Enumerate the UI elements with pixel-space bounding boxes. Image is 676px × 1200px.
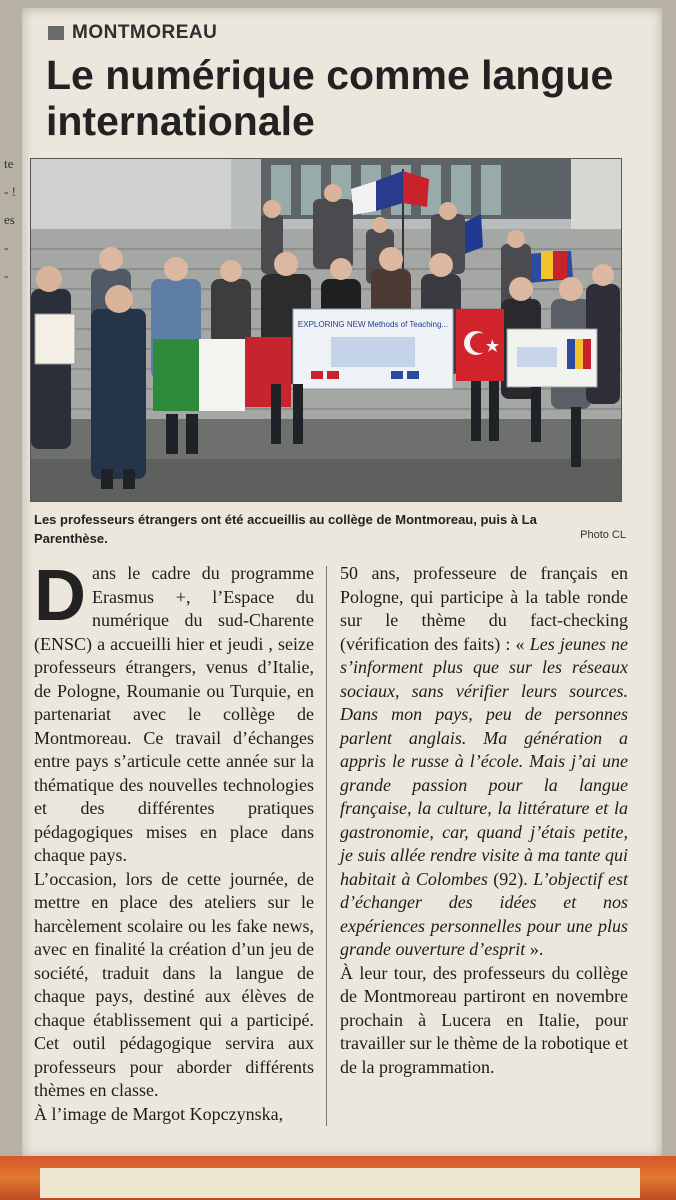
next-article-background [40, 1168, 640, 1198]
next-article-strip [0, 1156, 676, 1200]
column-divider [326, 566, 327, 1126]
photo-credit: Photo CL [580, 529, 626, 541]
article-paragraph-3: À l’image de Margot Kopczynska, [34, 1103, 284, 1124]
adjacent-column-fragment: te - ! es - - [4, 156, 16, 283]
section-kicker [48, 22, 217, 44]
article-paragraph-2: L’occasion, lors de cette journée, de mettre en place des ateliers sur le harcèlement scolaire ou les fake news, avec en finalité la création d’un jeu de société, traduit dans la langue de chaque pays, destiné aux élèves de chaque établissement qui a participé. Cet outil pédagogique servira aux professeurs pour aborder différents thèmes en classe. [34, 868, 314, 1100]
group-photo-illustration [31, 159, 621, 501]
kicker-square-icon [48, 26, 64, 40]
kicker-text: MONTMOREAU [72, 22, 218, 43]
article-column-right [340, 562, 628, 1079]
article-paragraph-quote: 50 ans, professeure de français en Pologne, qui participe à la table ronde sur le thème du fact-checking (vérification des faits) : « Les jeunes ne s’informent plus que sur les réseaux sociaux, sans vérifier leurs sources. Dans mon pays, peu de personnes parlent anglais. Ma génération a appris le russe à l’école. Mais j’ai une grande passion pour la langue française, la culture, la littérature et la gastronomie, car, quand j’étais petite, je suis allée rendre visite à ma tante qui habitait à Colombes (92). L’objectif est d’échanger des idées et nos expériences personnelles pour une plus grande ouverture d’esprit ». [340, 563, 629, 959]
dropcap: D [34, 556, 86, 636]
photo-caption: Les professeurs étrangers ont été accueillis au collège de Montmoreau, puis à La Parenthèse. [34, 512, 537, 546]
headline: Le numérique comme langue internationale [46, 52, 614, 144]
article-column-left [34, 556, 314, 1126]
group-photo [30, 158, 622, 502]
article-paragraph-1: Dans le cadre du programme Erasmus +, l’Espace du numérique du sud-Charente (ENSC) a accueilli hier et jeudi , seize professeurs étrangers, venus d’Italie, de Pologne, Roumanie ou Turquie, en partenariat avec le collège de Montmoreau. Ce travail d’échanges entre pays s’articule cette année sur la thématique des nouvelles technologies et des différentes pratiques pédagogiques mises en place dans chaque pays. [34, 556, 314, 865]
banner-text: EXPLORING NEW Methods of Teaching... [297, 320, 449, 329]
article-paragraph-conclusion: À leur tour, des professeurs du collège de Montmoreau partiront en novembre prochain à Lucera en Italie, pour travailler sur le thème de la robotique et de la programmation. [340, 962, 628, 1077]
